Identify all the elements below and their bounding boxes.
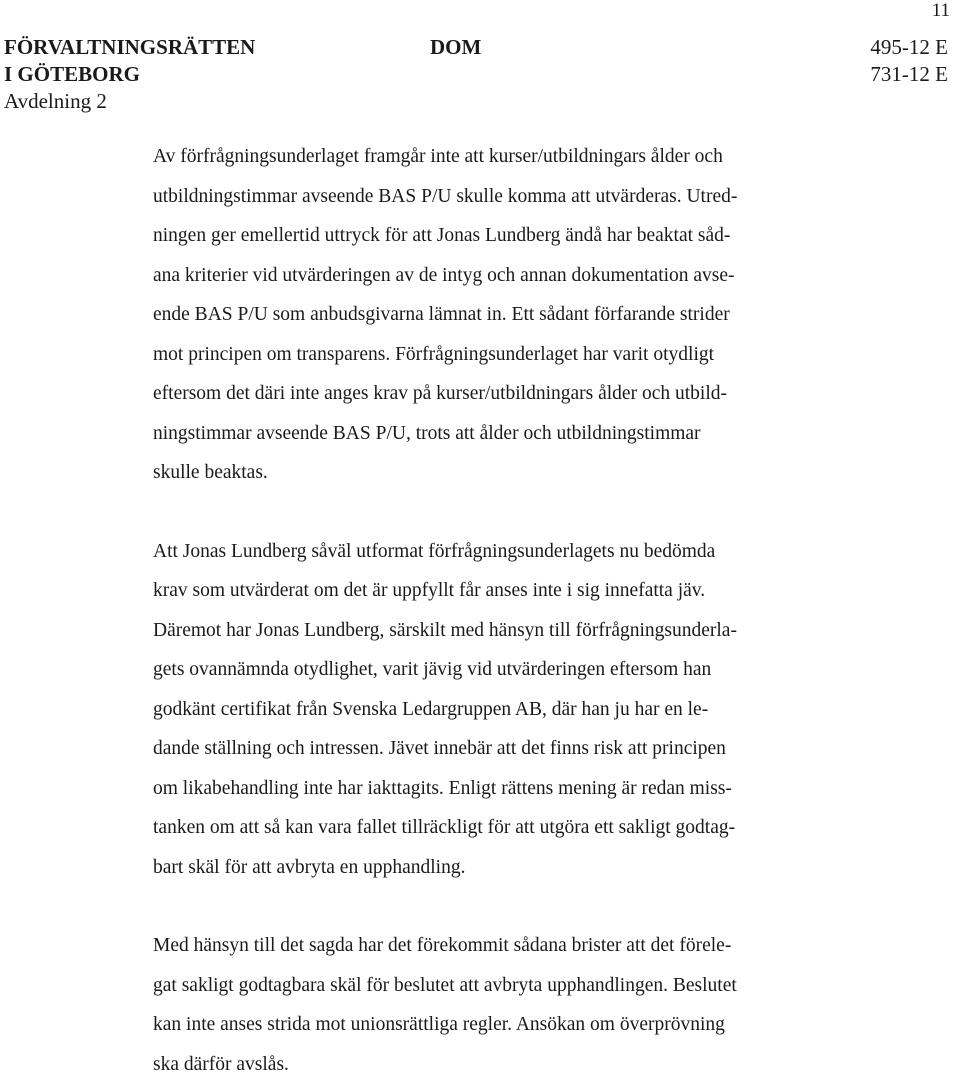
text-line: kan inte anses strida mot unionsrättliga regler. Ansökan om överprövning — [153, 1005, 853, 1045]
text-line: ende BAS P/U som anbudsgivarna lämnat in. Ett sådant förfarande strider — [153, 295, 853, 335]
text-line: skulle beaktas. — [153, 453, 853, 493]
text-line: ana kriterier vid utvärderingen av de intyg och annan dokumentation avse- — [153, 256, 853, 296]
court-block — [4, 34, 255, 115]
court-name-line1: FÖRVALTNINGSRÄTTEN — [4, 34, 255, 61]
text-line: om likabehandling inte har iakttagits. Enligt rättens mening är redan miss- — [153, 769, 853, 809]
paragraph — [153, 926, 853, 1084]
text-line: Däremot har Jonas Lundberg, särskilt med hänsyn till förfrågningsunderla- — [153, 611, 853, 651]
text-line: Av förfrågningsunderlaget framgår inte att kurser/utbildningars ålder och — [153, 137, 853, 177]
text-line: mot principen om transparens. Förfrågningsunderlaget har varit otydligt — [153, 335, 853, 375]
document-type: DOM — [430, 34, 481, 61]
text-line: utbildningstimmar avseende BAS P/U skulle komma att utvärderas. Utred- — [153, 177, 853, 217]
text-line: gets ovannämnda otydlighet, varit jävig vid utvärderingen eftersom han — [153, 650, 853, 690]
document-body — [153, 137, 853, 1084]
page-number: 11 — [932, 0, 950, 22]
text-line: Med hänsyn till det sagda har det förekommit sådana brister att det förele- — [153, 926, 853, 966]
court-division: Avdelning 2 — [4, 88, 255, 115]
text-line: godkänt certifikat från Svenska Ledargruppen AB, där han ju har en le- — [153, 690, 853, 730]
text-line: gat sakligt godtagbara skäl för beslutet att avbryta upphandlingen. Beslutet — [153, 966, 853, 1006]
text-line: krav som utvärderat om det är uppfyllt får anses inte i sig innefatta jäv. — [153, 571, 853, 611]
case-number: 495-12 E — [870, 34, 948, 61]
court-name-line2: I GÖTEBORG — [4, 61, 255, 88]
case-number: 731-12 E — [870, 61, 948, 88]
document-header — [4, 34, 948, 120]
text-line: dande ställning och intressen. Jävet innebär att det finns risk att principen — [153, 729, 853, 769]
paragraph — [153, 137, 853, 493]
text-line: ningen ger emellertid uttryck för att Jonas Lundberg ändå har beaktat såd- — [153, 216, 853, 256]
case-numbers — [870, 34, 948, 88]
text-line: Att Jonas Lundberg såväl utformat förfrågningsunderlagets nu bedömda — [153, 532, 853, 572]
text-line: bart skäl för att avbryta en upphandling. — [153, 848, 853, 888]
paragraph — [153, 532, 853, 888]
text-line: tanken om att så kan vara fallet tillräckligt för att utgöra ett sakligt godtag- — [153, 808, 853, 848]
text-line: ningstimmar avseende BAS P/U, trots att ålder och utbildningstimmar — [153, 414, 853, 454]
text-line: eftersom det däri inte anges krav på kurser/utbildningars ålder och utbild- — [153, 374, 853, 414]
text-line: ska därför avslås. — [153, 1045, 853, 1084]
